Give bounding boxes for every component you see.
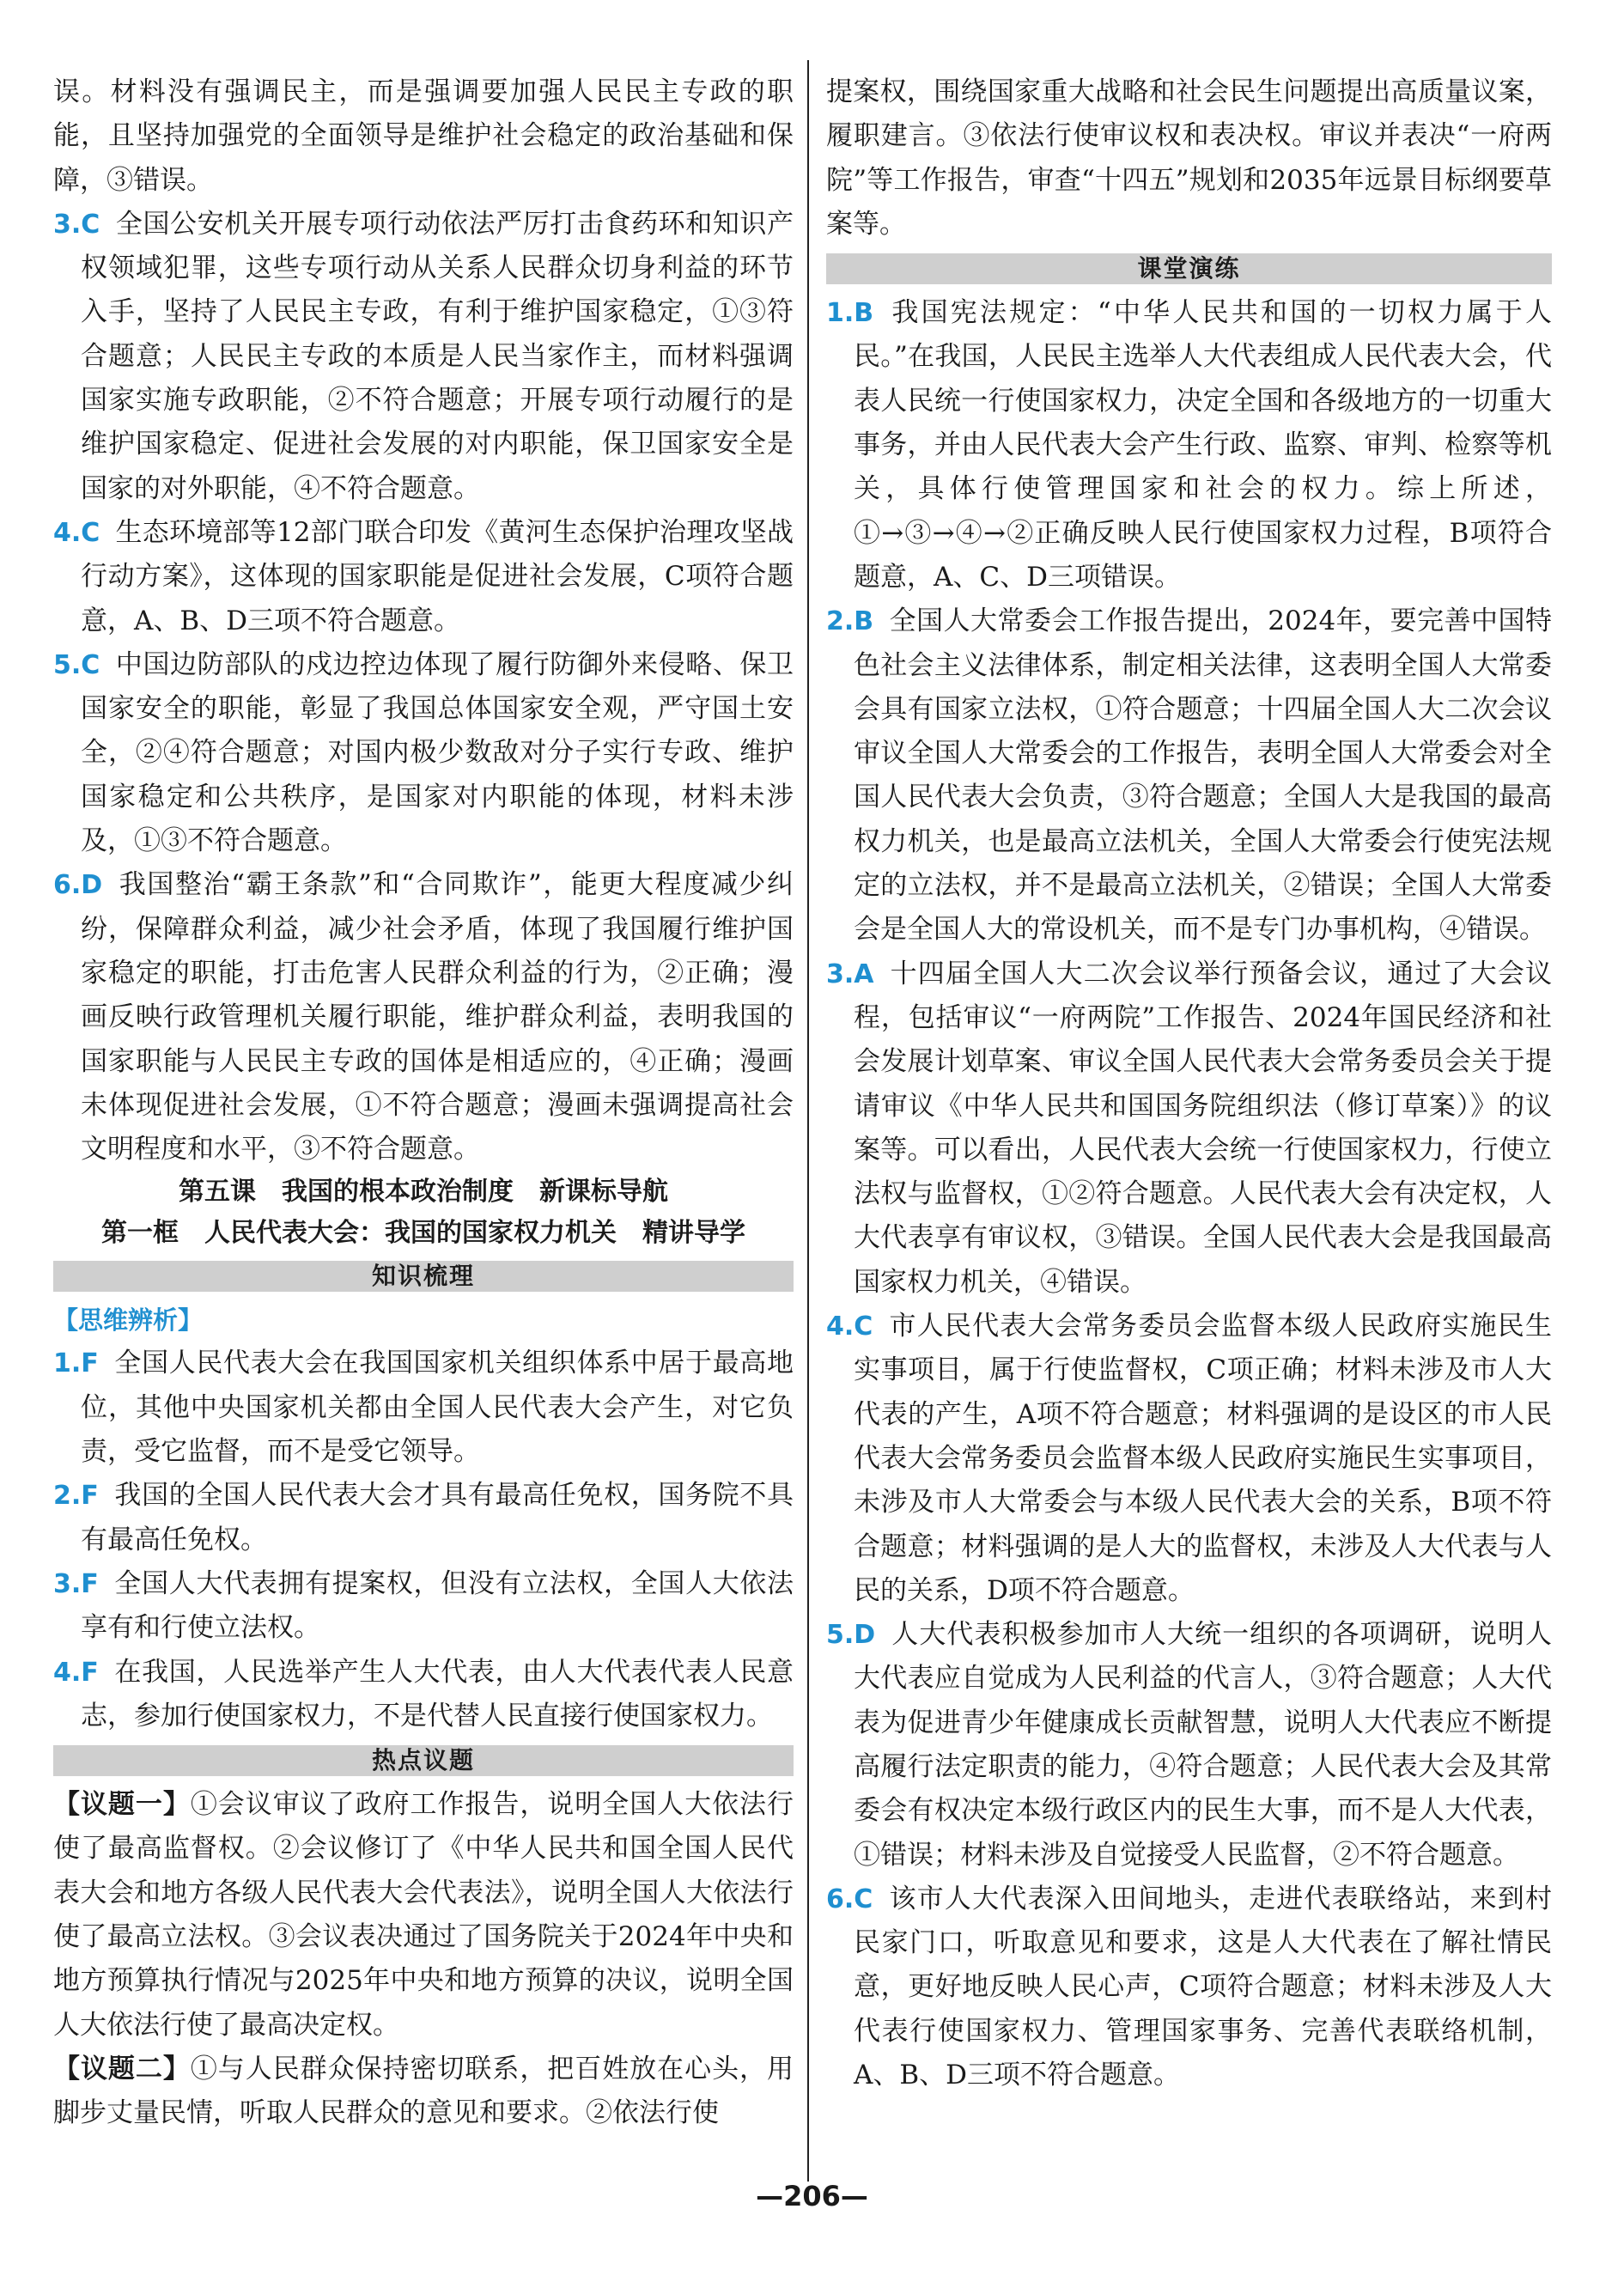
answer-item xyxy=(53,643,794,863)
answer-number: 3.A xyxy=(826,958,874,989)
answer-text: 我国宪法规定：“中华人民共和国的一切权力属于人民。”在我国，人民民主选举人大代表组成人民代表大会，代表人民统一行使国家权力，决定全国和各级地方的一切重大事务，并由人民代表大会产生行政、监察、审判、检察等机关，具体行使管理国家和社会的权力。综上所述，①→③→④→②正确反映人民行使国家权力过程，B项符合题意，A、C、D三项错误。 xyxy=(854,297,1552,593)
answer-number: 4.F xyxy=(53,1657,99,1688)
answer-text: 全国人大常委会工作报告提出，2024年，要完善中国特色社会主义法律体系，制定相关法律，这表明全国人大常委会具有国家立法权，①符合题意；十四届全国人大二次会议审议全国人大常委会的工作报告，表明全国人大常委会对全国人民代表大会负责，③符合题意；全国人大是我国的最高权力机关，也是最高立法机关，全国人大常委会行使宪法规定的立法权，并不是最高立法机关，②错误；全国人大常委会是全国人大的常设机关，而不是专门办事机构，④错误。 xyxy=(854,606,1552,946)
answer-list-1 xyxy=(53,203,794,1172)
answer-item xyxy=(53,203,794,511)
answer-item xyxy=(53,1342,794,1474)
topic-two-paragraph xyxy=(53,2048,794,2136)
answer-number: 2.B xyxy=(826,606,874,637)
topic-two-tag: 【议题二】 xyxy=(53,2053,191,2084)
answer-text: 全国公安机关开展专项行动依法严厉打击食药环和知识产权领域犯罪，这些专项行动从关系人民群众切身利益的环节入手，坚持了人民民主专政，有利于维护国家稳定，①③符合题意；人民民主专政的本质是人民当家作主，而材料强调国家实施专政职能，②不符合题意；开展专项行动履行的是维护国家稳定、促进社会发展的对内职能，保卫国家安全是国家的对外职能，④不符合题意。 xyxy=(81,208,794,504)
page-number: —206— xyxy=(756,2180,868,2212)
answer-text: 在我国，人民选举产生人大代表，由人大代表代表人民意志，参加行使国家权力，不是代替人民直接行使国家权力。 xyxy=(81,1656,794,1731)
answer-number: 1.B xyxy=(826,298,874,329)
topic-one-paragraph xyxy=(53,1783,794,2048)
left-intro-paragraph: 误。材料没有强调民主，而是强调要加强人民民主专政的职能，且坚持加强党的全面领导是维护社会稳定的政治基础和保障，③错误。 xyxy=(53,76,794,196)
answer-item xyxy=(53,511,794,643)
answer-number: 3.F xyxy=(53,1568,99,1599)
answer-item xyxy=(53,1474,794,1562)
answer-text: 市人民代表大会常务委员会监督本级人民政府实施民生实事项目，属于行使监督权，C项正确；材料未涉及市人大代表的产生，A项不符合题意；材料强调的是设区的市人民代表大会常务委员会监督本级人民政府实施民生实事项目，未涉及市人大常委会与本级人民代表大会的关系，B项不符合题意；材料强调的是人大的监督权，未涉及人大代表与人民的关系，D项不符合题意。 xyxy=(854,1311,1552,1606)
practice-answer-list xyxy=(826,291,1552,2097)
answer-number: 4.C xyxy=(826,1311,873,1342)
answer-number: 4.C xyxy=(53,517,100,548)
answer-item xyxy=(53,1562,794,1651)
answer-list-2 xyxy=(53,1342,794,1738)
answer-item xyxy=(826,599,1552,952)
answer-item xyxy=(53,1651,794,1739)
left-column xyxy=(53,70,794,2135)
answer-item xyxy=(826,291,1552,599)
answer-number: 3.C xyxy=(53,209,100,240)
answer-text: 生态环境部等12部门联合印发《黄河生态保护治理攻坚战行动方案》，这体现的国家职能是促进社会发展，C项符合题意，A、B、D三项不符合题意。 xyxy=(81,516,794,636)
answer-number: 1.F xyxy=(53,1348,99,1379)
column-divider xyxy=(807,60,809,2182)
answer-item xyxy=(826,1613,1552,1877)
answer-number: 2.F xyxy=(53,1481,99,1512)
answer-text: 全国人民代表大会在我国国家机关组织体系中居于最高地位，其他中央国家机关都由全国人民代表大会产生，对它负责，受它监督，而不是受它领导。 xyxy=(81,1348,794,1468)
answer-item xyxy=(53,863,794,1171)
thinking-analysis-label: 【思维辨析】 xyxy=(53,1305,204,1336)
answer-item xyxy=(826,952,1552,1305)
answer-number: 6.D xyxy=(53,870,103,901)
lesson-title: 第五课 我国的根本政治制度 新课标导航 xyxy=(179,1177,668,1208)
answer-text: 人大代表积极参加市人大统一组织的各项调研，说明人大代表应自觉成为人民利益的代言人，③符合题意；人大代表为促进青少年健康成长贡献智慧，说明人大代表应不断提高履行法定职责的能力，④符合题意；人民代表大会及其常委会有权决定本级行政区内的民生大事，而不是人大代表，①错误；材料未涉及自觉接受人民监督，②不符合题意。 xyxy=(854,1619,1552,1871)
answer-item xyxy=(826,1877,1552,2097)
answer-text: 全国人大代表拥有提案权，但没有立法权，全国人大依法享有和行使立法权。 xyxy=(81,1567,794,1644)
topic-two-text: ①与人民群众保持密切联系，把百姓放在心头，用脚步丈量民情，听取人民群众的意见和要求。②依法行使 xyxy=(53,2053,794,2129)
answer-item xyxy=(826,1305,1552,1613)
topic-one-text: ①会议审议了政府工作报告，说明全国人大依法行使了最高监督权。②会议修订了《中华人民共和国全国人民代表大会和地方各级人民代表大会代表法》，说明全国人大依法行使了最高立法权。③会议表决通过了国务院关于2024年中央和地方预算执行情况与2025年中央和地方预算的决议，说明全国人大依法行使了最高决定权。 xyxy=(53,1789,794,2041)
right-intro-paragraph: 提案权，围绕国家重大战略和社会民生问题提出高质量议案，履职建言。③依法行使审议权和表决权。审议并表决“一府两院”等工作报告，审查“十四五”规划和2035年远景目标纲要草案等。 xyxy=(826,76,1552,240)
section-bar-hot-topics: 热点议题 xyxy=(53,1745,794,1776)
section-bar-knowledge: 知识梳理 xyxy=(53,1261,794,1292)
answer-text: 该市人大代表深入田间地头，走进代表联络站，来到村民家门口，听取意见和要求，这是人大代表在了解社情民意，更好地反映人民心声，C项符合题意；材料未涉及人大代表行使国家权力、管理国家事务、完善代表联络机制，A、B、D三项不符合题意。 xyxy=(854,1883,1552,2091)
answer-text: 十四届全国人大二次会议举行预备会议，通过了大会议程，包括审议“一府两院”工作报告、2024年国民经济和社会发展计划草案、审议全国人民代表大会常务委员会关于提请审议《中华人民共和国国务院组织法（修订草案）》的议案等。可以看出，人民代表大会统一行使国家权力，行使立法权与监督权，①②符合题意。人民代表大会有决定权，人大代表享有审议权，③错误。全国人民代表大会是我国最高国家权力机关，④错误。 xyxy=(854,958,1552,1298)
answer-text: 中国边防部队的戍边控边体现了履行防御外来侵略、保卫国家安全的职能，彰显了我国总体国家安全观，严守国土安全，②④符合题意；对国内极少数敌对分子实行专政、维护国家稳定和公共秩序，是国家对内职能的体现，材料未涉及，①③不符合题意。 xyxy=(81,648,794,857)
answer-number: 5.C xyxy=(53,649,100,680)
answer-number: 6.C xyxy=(826,1883,873,1914)
topic-one-tag: 【议题一】 xyxy=(53,1789,191,1821)
answer-text: 我国的全国人民代表大会才具有最高任免权，国务院不具有最高任免权。 xyxy=(81,1480,794,1555)
right-column xyxy=(826,70,1552,2097)
answer-text: 我国整治“霸王条款”和“合同欺诈”，能更大程度减少纠纷，保障群众利益，减少社会矛盾，体现了我国履行维护国家稳定的职能，打击危害人民群众利益的行为，②正确；漫画反映行政管理机关履行职能，维护群众利益，表明我国的国家职能与人民民主专政的国体是相适应的，④正确；漫画未体现促进社会发展，①不符合题意；漫画未强调提高社会文明程度和水平，③不符合题意。 xyxy=(81,869,794,1165)
frame-title: 第一框 人民代表大会：我国的国家权力机关 精讲导学 xyxy=(101,1218,745,1249)
answer-number: 5.D xyxy=(826,1620,876,1651)
section-bar-classroom-practice: 课堂演练 xyxy=(826,253,1552,284)
